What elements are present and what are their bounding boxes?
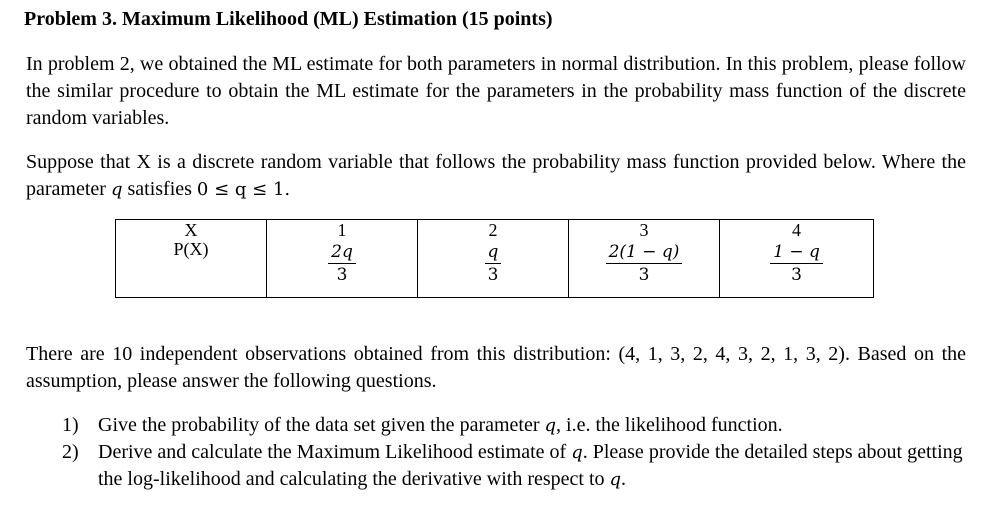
pmf-row: [116, 220, 874, 298]
setup-satisfies: satisfies: [127, 178, 192, 200]
pmf-probability: [770, 241, 823, 286]
problem-title: Problem 3. Maximum Likelihood (ML) Estimation (15 points): [24, 8, 553, 30]
parameter-symbol: q: [110, 179, 123, 200]
pmf-probability: [606, 241, 683, 286]
pmf-denominator: 3: [791, 265, 802, 285]
pmf-numerator: q: [485, 241, 502, 264]
pmf-x-value: 2: [488, 220, 498, 240]
pmf-column: [267, 220, 418, 298]
question-text-end: .: [621, 468, 627, 490]
pmf-probability: [328, 241, 356, 286]
pmf-x-value: 3: [639, 220, 649, 240]
setup-paragraph: [26, 149, 966, 203]
question-variable: q: [544, 415, 557, 436]
pmf-denominator: 3: [487, 265, 499, 285]
question-text-middle: . Please provide the detailed steps about getting the log-likelihood and calculating the derivative with respect to: [98, 441, 963, 490]
question-text-end: , i.e. the likelihood function.: [556, 414, 783, 436]
question-item: [62, 439, 967, 493]
pmf-probability: [485, 241, 502, 286]
pmf-x-value: 4: [792, 220, 801, 240]
pmf-x-value: 1: [337, 220, 347, 240]
intro-paragraph: In problem 2, we obtained the ML estimate for both parameters in normal distribution. In this problem, please follow the similar procedure to obtain the ML estimate for the parameters in the probability mass function of the discrete random variables.: [26, 53, 966, 129]
pmf-header-x: X: [184, 220, 198, 240]
pmf-header-p: P(X): [173, 239, 209, 259]
question-variable: q: [571, 442, 583, 463]
observations-paragraph: There are 10 independent observations obtained from this distribution: (4, 1, 3, 2, 4, 3, 2, 1, 3, 2). Based on the assumption, please answer the following questions.: [26, 343, 966, 392]
question-item: [62, 412, 967, 439]
pmf-table: [115, 219, 874, 298]
question-list: [62, 412, 967, 493]
pmf-denominator: 3: [638, 265, 650, 285]
question-text: Give the probability of the data set given the parameter: [98, 414, 540, 436]
question-number: 1): [62, 414, 79, 436]
pmf-denominator: 3: [336, 265, 348, 285]
question-text: Derive and calculate the Maximum Likelihood estimate of: [98, 441, 567, 463]
pmf-column: [720, 220, 874, 298]
question-variable: q: [609, 469, 622, 490]
pmf-numerator: 1 − q: [770, 241, 823, 264]
setup-text: Suppose that X is a discrete random variable that follows the probability mass function provided below. Where the parameter: [26, 151, 966, 200]
parameter-constraint: 0 ≤ q ≤ 1.: [196, 179, 291, 200]
pmf-column: [418, 220, 569, 298]
pmf-header-cell: [116, 220, 267, 298]
pmf-numerator: 2(1 − q): [606, 241, 683, 264]
pmf-column: [569, 220, 720, 298]
question-number: 2): [62, 441, 79, 463]
pmf-numerator: 2q: [328, 241, 356, 264]
